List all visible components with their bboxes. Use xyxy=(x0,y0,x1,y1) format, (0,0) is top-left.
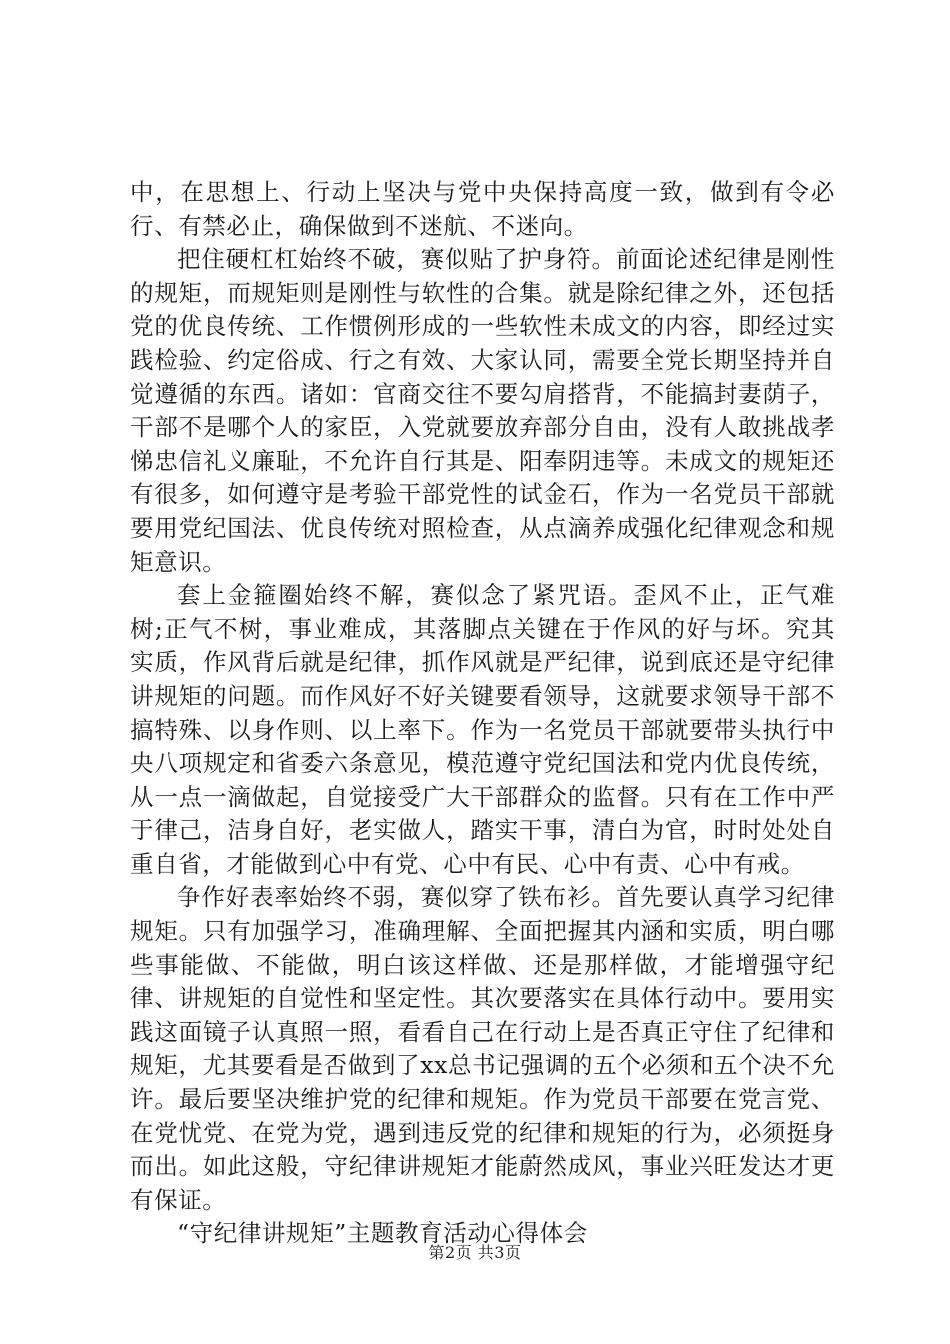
paragraph-continued: 中，在思想上、行动上坚决与党中央保持高度一致，做到有令必行、有禁必止，确保做到不迷航、不迷向。 xyxy=(130,178,835,240)
paragraph-rules: 把住硬杠杠始终不破，赛似贴了护身符。前面论述纪律是刚性的规矩，而规矩则是刚性与软性的合集。就是除纪律之外，还包括党的优良传统、工作惯例形成的一些软性未成文的内容，即经过实践检验、约定俗成、行之有效、大家认同，需要全党长期坚持并自觉遵循的东西。诸如：官商交往不要勾肩搭背，不能搞封妻荫子，干部不是哪个人的家臣，入党就要放弃部分自由，没有人敢挑战孝悌忠信礼义廉耻，不允许自行其是、阳奉阴违等。未成文的规矩还有很多，如何遵守是考验干部党性的试金石，作为一名党员干部就要用党纪国法、优良传统对照检查，从点滴养成强化纪律观念和规矩意识。 xyxy=(130,245,835,576)
next-article-title: “守纪律讲规矩”主题教育活动心得体会 xyxy=(177,1219,588,1248)
paragraph-work-style: 套上金箍圈始终不解，赛似念了紧咒语。歪风不止，正气难树;正气不树，事业难成，其落脚点关键在于作风的好与坏。究其实质，作风背后就是纪律，抓作风就是严纪律，说到底还是守纪律讲规矩的问题。而作风好不好关键要看领导，这就要求领导干部不搞特殊、以身作则、以上率下。作为一名党员干部就要带头执行中央八项规定和省委六条意见，模范遵守党纪国法和党内优良传统，从一点一滴做起，自觉接受广大干部群众的监督。只有在工作中严于律己，洁身自好，老实做人，踏实干事，清白为官，时时处处自重自省，才能做到心中有党、心中有民、心中有责、心中有戒。 xyxy=(130,581,835,878)
document-body xyxy=(130,176,835,1251)
page-number-footer: 第2页 共3页 xyxy=(428,1243,522,1262)
paragraph-role-model: 争作好表率始终不弱，赛似穿了铁布衫。首先要认真学习纪律规矩。只有加强学习，准确理解、全面把握其内涵和实质，明白哪些事能做、不能做，明白该这样做、还是那样做，才能增强守纪律、讲规矩的自觉性和坚定性。其次要落实在具体行动中。要用实践这面镜子认真照一照，看看自己在行动上是否真正守住了纪律和规矩，尤其要看是否做到了xx总书记强调的五个必须和五个决不允许。最后要坚决维护党的纪律和规矩。作为党员干部要在党言党、在党忧党、在党为党，遇到违反党的纪律和规矩的行为，必须挺身而出。如此这般，守纪律讲规矩才能蔚然成风，事业兴旺发达才更有保证。 xyxy=(130,883,835,1214)
